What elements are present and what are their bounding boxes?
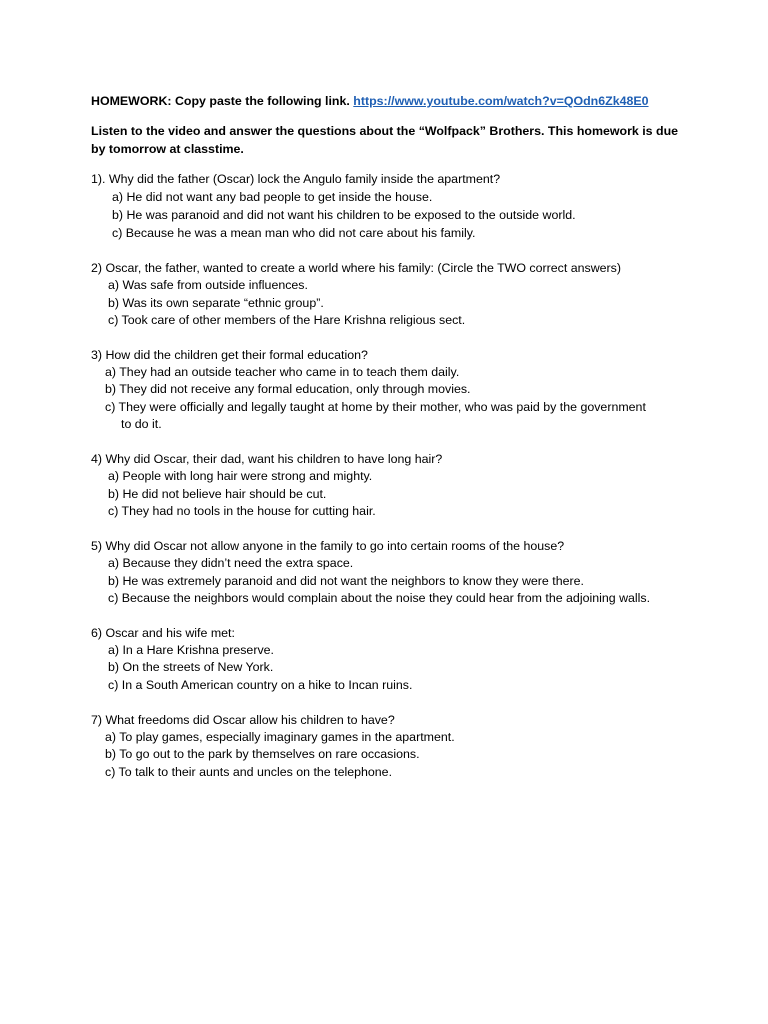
question-1-option-c: c) Because he was a mean man who did not care about his family. <box>112 226 476 240</box>
question-6-option-a: a) In a Hare Krishna preserve. <box>108 643 274 657</box>
question-4-option-c: c) They had no tools in the house for cutting hair. <box>108 504 376 518</box>
question-2-option-a: a) Was safe from outside influences. <box>108 278 308 292</box>
question-3-option-c: c) They were officially and legally taught at home by their mother, who was paid by the government <box>105 400 646 414</box>
question-3-option-c-continued: to do it. <box>121 417 162 431</box>
question-6-option-b: b) On the streets of New York. <box>108 660 274 674</box>
question-6-option-c: c) In a South American country on a hike to Incan ruins. <box>108 678 413 692</box>
question-1: 1). Why did the father (Oscar) lock the Angulo family inside the apartment? <box>91 172 501 186</box>
youtube-link[interactable]: https://www.youtube.com/watch?v=QOdn6Zk48E0 <box>353 94 649 108</box>
question-4: 4) Why did Oscar, their dad, want his children to have long hair? <box>91 452 443 466</box>
question-5-option-a: a) Because they didn’t need the extra space. <box>108 556 354 570</box>
question-1-option-a: a) He did not want any bad people to get inside the house. <box>112 190 433 204</box>
question-2-option-b: b) Was its own separate “ethnic group”. <box>108 296 324 310</box>
question-3-option-b: b) They did not receive any formal education, only through movies. <box>105 382 471 396</box>
question-5-option-c: c) Because the neighbors would complain about the noise they could hear from the adjoining walls. <box>108 591 651 605</box>
question-6: 6) Oscar and his wife met: <box>91 626 235 640</box>
question-7: 7) What freedoms did Oscar allow his children to have? <box>91 713 395 727</box>
question-4-option-a: a) People with long hair were strong and mighty. <box>108 469 373 483</box>
question-5-option-b: b) He was extremely paranoid and did not want the neighbors to know they were there. <box>108 574 584 588</box>
question-1-option-b: b) He was paranoid and did not want his children to be exposed to the outside world. <box>112 208 576 222</box>
question-2: 2) Oscar, the father, wanted to create a world where his family: (Circle the TWO correct answers) <box>91 261 622 275</box>
question-7-option-b: b) To go out to the park by themselves on rare occasions. <box>105 747 420 761</box>
question-3: 3) How did the children get their formal education? <box>91 348 368 362</box>
question-7-option-c: c) To talk to their aunts and uncles on the telephone. <box>105 765 393 779</box>
question-3-option-a: a) They had an outside teacher who came in to teach them daily. <box>105 365 460 379</box>
instruction-line-2: by tomorrow at classtime. <box>91 142 244 156</box>
question-4-option-b: b) He did not believe hair should be cut. <box>108 487 327 501</box>
homework-header <box>91 92 649 110</box>
question-7-option-a: a) To play games, especially imaginary games in the apartment. <box>105 730 455 744</box>
homework-label: HOMEWORK: Copy paste the following link. <box>91 94 350 108</box>
instruction-line-1: Listen to the video and answer the questions about the “Wolfpack” Brothers. This homework is due <box>91 124 679 138</box>
question-5: 5) Why did Oscar not allow anyone in the family to go into certain rooms of the house? <box>91 539 565 553</box>
question-2-option-c: c) Took care of other members of the Hare Krishna religious sect. <box>108 313 466 327</box>
